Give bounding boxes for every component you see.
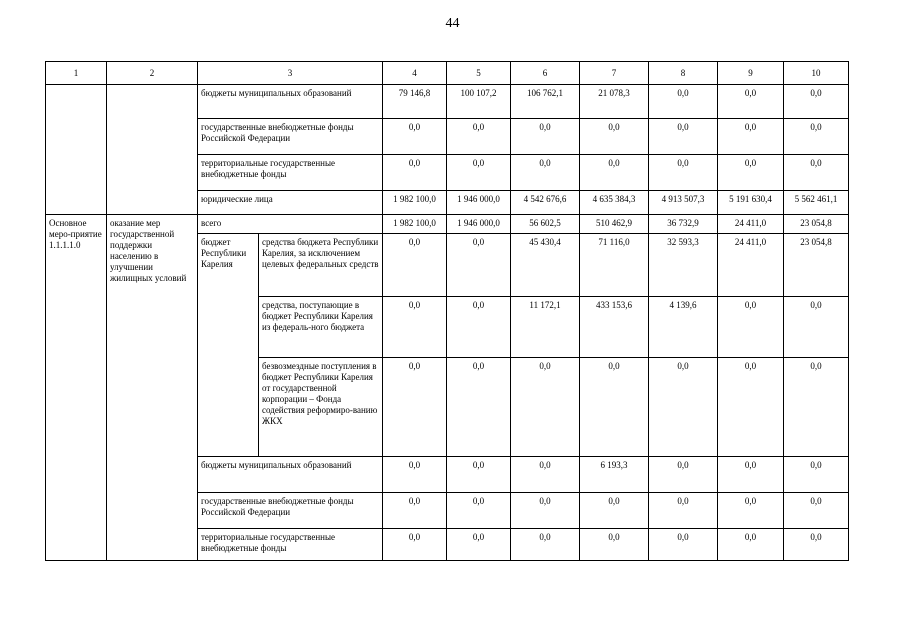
value-cell: 433 153,6 (580, 297, 649, 358)
value-cell: 0,0 (784, 85, 849, 119)
value-cell: 0,0 (718, 155, 784, 191)
value-cell: 0,0 (649, 529, 718, 561)
row-label: территориальные государственные внебюджетные фонды (198, 155, 383, 191)
header-cell: 5 (447, 62, 511, 85)
table-row (46, 85, 849, 119)
header-cell: 3 (198, 62, 383, 85)
row-label: средства бюджета Республики Карелия, за исключением целевых федеральных средств (259, 234, 383, 297)
value-cell: 0,0 (383, 155, 447, 191)
value-cell: 0,0 (649, 155, 718, 191)
value-cell: 106 762,1 (511, 85, 580, 119)
value-cell: 24 411,0 (718, 234, 784, 297)
value-cell: 0,0 (383, 457, 447, 493)
value-cell: 71 116,0 (580, 234, 649, 297)
value-cell: 0,0 (718, 493, 784, 529)
value-cell: 0,0 (718, 358, 784, 457)
value-cell: 0,0 (784, 358, 849, 457)
value-cell: 23 054,8 (784, 215, 849, 234)
header-cell: 7 (580, 62, 649, 85)
row-label: государственные внебюджетные фонды Российской Федерации (198, 119, 383, 155)
value-cell: 0,0 (383, 529, 447, 561)
value-cell: 0,0 (511, 493, 580, 529)
value-cell: 56 602,5 (511, 215, 580, 234)
empty-cell (107, 85, 198, 215)
value-cell: 24 411,0 (718, 215, 784, 234)
value-cell: 0,0 (784, 529, 849, 561)
value-cell: 21 078,3 (580, 85, 649, 119)
value-cell: 45 430,4 (511, 234, 580, 297)
row-label: государственные внебюджетные фонды Российской Федерации (198, 493, 383, 529)
value-cell: 0,0 (784, 155, 849, 191)
value-cell: 0,0 (447, 493, 511, 529)
value-cell: 0,0 (511, 457, 580, 493)
value-cell: 0,0 (383, 234, 447, 297)
header-cell: 6 (511, 62, 580, 85)
value-cell: 0,0 (383, 358, 447, 457)
value-cell: 0,0 (649, 358, 718, 457)
value-cell: 0,0 (784, 119, 849, 155)
empty-cell (46, 85, 107, 215)
value-cell: 1 982 100,0 (383, 215, 447, 234)
value-cell: 0,0 (784, 297, 849, 358)
header-cell: 10 (784, 62, 849, 85)
value-cell: 79 146,8 (383, 85, 447, 119)
value-cell: 1 946 000,0 (447, 191, 511, 215)
header-cell: 1 (46, 62, 107, 85)
value-cell: 0,0 (383, 119, 447, 155)
value-cell: 0,0 (447, 297, 511, 358)
value-cell: 0,0 (447, 457, 511, 493)
value-cell: 0,0 (383, 493, 447, 529)
value-cell: 5 191 630,4 (718, 191, 784, 215)
value-cell: 4 139,6 (649, 297, 718, 358)
value-cell: 32 593,3 (649, 234, 718, 297)
row-label: средства, поступающие в бюджет Республики Карелия из федераль-ного бюджета (259, 297, 383, 358)
row-label: бюджеты муниципальных образований (198, 457, 383, 493)
value-cell: 0,0 (580, 119, 649, 155)
value-cell: 0,0 (718, 297, 784, 358)
page-number: 44 (445, 16, 460, 31)
header-cell: 9 (718, 62, 784, 85)
value-cell: 0,0 (447, 234, 511, 297)
row-label: юридические лица (198, 191, 383, 215)
value-cell: 0,0 (580, 155, 649, 191)
value-cell: 0,0 (511, 155, 580, 191)
value-cell: 0,0 (718, 457, 784, 493)
value-cell: 1 946 000,0 (447, 215, 511, 234)
header-cell: 8 (649, 62, 718, 85)
measure-description: оказание мер государственной поддержки населению в улучшении жилищных условий (107, 215, 198, 561)
value-cell: 4 913 507,3 (649, 191, 718, 215)
budget-group-label: бюджет Республики Карелия (198, 234, 259, 457)
value-cell: 0,0 (580, 493, 649, 529)
value-cell: 4 635 384,3 (580, 191, 649, 215)
row-label: безвозмездные поступления в бюджет Республики Карелия от государственной корпорации – Фонда содействия реформиро-ванию ЖКХ (259, 358, 383, 457)
value-cell: 5 562 461,1 (784, 191, 849, 215)
value-cell: 1 982 100,0 (383, 191, 447, 215)
value-cell: 0,0 (718, 119, 784, 155)
budget-table (45, 61, 849, 561)
header-cell: 4 (383, 62, 447, 85)
value-cell: 0,0 (649, 85, 718, 119)
value-cell: 0,0 (718, 85, 784, 119)
value-cell: 0,0 (580, 529, 649, 561)
value-cell: 0,0 (784, 457, 849, 493)
value-cell: 11 172,1 (511, 297, 580, 358)
row-label: территориальные государственные внебюджетные фонды (198, 529, 383, 561)
value-cell: 0,0 (447, 119, 511, 155)
value-cell: 0,0 (718, 529, 784, 561)
table-row (46, 215, 849, 234)
value-cell: 100 107,2 (447, 85, 511, 119)
value-cell: 0,0 (649, 457, 718, 493)
measure-title: Основное меро-приятие 1.1.1.1.0 (46, 215, 107, 561)
value-cell: 0,0 (511, 358, 580, 457)
header-cell: 2 (107, 62, 198, 85)
row-label: всего (198, 215, 383, 234)
value-cell: 0,0 (511, 529, 580, 561)
value-cell: 0,0 (784, 493, 849, 529)
value-cell: 0,0 (580, 358, 649, 457)
value-cell: 4 542 676,6 (511, 191, 580, 215)
value-cell: 0,0 (649, 493, 718, 529)
value-cell: 6 193,3 (580, 457, 649, 493)
value-cell: 0,0 (511, 119, 580, 155)
value-cell: 0,0 (649, 119, 718, 155)
value-cell: 0,0 (447, 358, 511, 457)
value-cell: 23 054,8 (784, 234, 849, 297)
value-cell: 0,0 (383, 297, 447, 358)
value-cell: 510 462,9 (580, 215, 649, 234)
row-label: бюджеты муниципальных образований (198, 85, 383, 119)
value-cell: 36 732,9 (649, 215, 718, 234)
value-cell: 0,0 (447, 529, 511, 561)
column-number-header (46, 62, 849, 85)
value-cell: 0,0 (447, 155, 511, 191)
